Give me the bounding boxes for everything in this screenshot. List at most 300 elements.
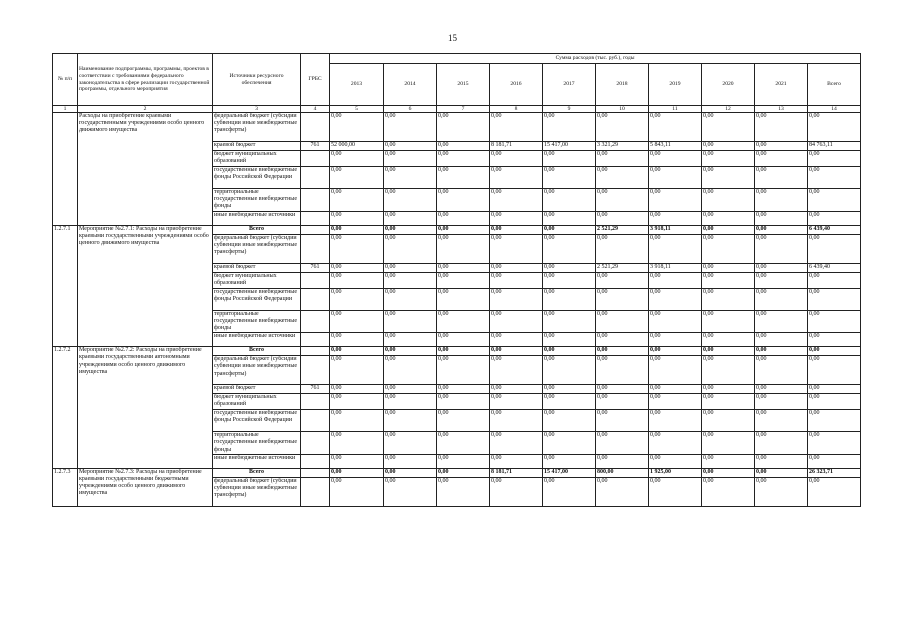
funding-source: федеральный бюджет (субсидии субвенции иные межбюджетные трансферты): [213, 356, 301, 385]
year-value: 0,00: [702, 333, 755, 347]
column-number: 5: [330, 106, 384, 113]
year-value: 0,00: [384, 288, 437, 310]
year-value: 0,00: [755, 167, 808, 189]
table-row: [53, 113, 861, 142]
row-number: 1.2.7.1: [53, 225, 78, 347]
year-value: 0,00: [437, 468, 490, 477]
year-value: 0,00: [437, 477, 490, 506]
year-value: 0,00: [384, 234, 437, 263]
year-value: 0,00: [702, 263, 755, 272]
year-value: 15 417,00: [543, 142, 596, 151]
funding-source: территориальные государственные внебюджетные фонды: [213, 432, 301, 455]
header-year: 2013: [330, 64, 384, 106]
total-value: 0,00: [808, 113, 861, 142]
year-value: 0,00: [330, 234, 384, 263]
year-value: 0,00: [702, 234, 755, 263]
year-value: 0,00: [543, 167, 596, 189]
year-value: 0,00: [702, 167, 755, 189]
year-value: 0,00: [702, 211, 755, 225]
year-value: 0,00: [437, 347, 490, 356]
year-value: 0,00: [384, 477, 437, 506]
total-value: 0,00: [808, 272, 861, 288]
total-value: 0,00: [808, 333, 861, 347]
year-value: 0,00: [649, 288, 702, 310]
year-value: 0,00: [649, 410, 702, 432]
table-row-total: [53, 468, 861, 477]
funding-source: иные внебюджетные источники: [213, 333, 301, 347]
year-value: 0,00: [649, 356, 702, 385]
year-value: 0,00: [384, 454, 437, 468]
year-value: 0,00: [649, 211, 702, 225]
year-value: 0,00: [330, 454, 384, 468]
grbs-code: [301, 151, 330, 167]
grbs-code: [301, 167, 330, 189]
year-value: 0,00: [755, 310, 808, 333]
year-value: 0,00: [755, 385, 808, 394]
row-number: [53, 113, 78, 226]
year-value: 0,00: [437, 333, 490, 347]
year-value: 0,00: [755, 410, 808, 432]
row-number: 1.2.7.3: [53, 468, 78, 506]
year-value: 0,00: [384, 167, 437, 189]
year-value: 0,00: [490, 225, 543, 234]
grbs-code: [301, 189, 330, 212]
year-value: 0,00: [330, 477, 384, 506]
header-year: 2019: [649, 64, 702, 106]
year-value: 52 000,00: [330, 142, 384, 151]
year-value: 0,00: [490, 356, 543, 385]
year-value: 0,00: [330, 310, 384, 333]
year-value: 0,00: [543, 333, 596, 347]
year-value: 0,00: [755, 225, 808, 234]
year-value: 0,00: [596, 394, 649, 410]
year-value: 0,00: [330, 167, 384, 189]
year-value: 0,00: [649, 167, 702, 189]
total-value: 0,00: [808, 356, 861, 385]
year-value: 0,00: [490, 385, 543, 394]
total-value: 0,00: [808, 288, 861, 310]
year-value: 0,00: [596, 477, 649, 506]
total-value: 0,00: [808, 167, 861, 189]
year-value: 0,00: [384, 225, 437, 234]
year-value: 0,00: [437, 356, 490, 385]
grbs-code: 761: [301, 263, 330, 272]
year-value: 0,00: [384, 356, 437, 385]
funding-source: территориальные государственные внебюджетные фонды: [213, 189, 301, 212]
grbs-code: [301, 211, 330, 225]
total-value: 6 439,40: [808, 225, 861, 234]
column-number: 2: [78, 106, 213, 113]
year-value: 0,00: [755, 333, 808, 347]
column-number: 10: [596, 106, 649, 113]
year-value: 0,00: [649, 310, 702, 333]
source-total-label: Всего: [213, 225, 301, 234]
year-value: 0,00: [543, 432, 596, 455]
total-value: 0,00: [808, 477, 861, 506]
year-value: 0,00: [543, 310, 596, 333]
funding-source: краевой бюджет: [213, 263, 301, 272]
grbs-code: [301, 410, 330, 432]
year-value: 0,00: [596, 347, 649, 356]
year-value: 0,00: [437, 151, 490, 167]
grbs-code: [301, 432, 330, 455]
year-value: 0,00: [543, 385, 596, 394]
column-number: 9: [543, 106, 596, 113]
grbs-code: 761: [301, 142, 330, 151]
year-value: 0,00: [384, 151, 437, 167]
grbs-code: 761: [301, 385, 330, 394]
year-value: 0,00: [702, 477, 755, 506]
year-value: 0,00: [437, 234, 490, 263]
year-value: 0,00: [702, 288, 755, 310]
year-value: 0,00: [543, 477, 596, 506]
year-value: 0,00: [437, 310, 490, 333]
year-value: 0,00: [437, 272, 490, 288]
year-value: 0,00: [543, 454, 596, 468]
year-value: 0,00: [384, 272, 437, 288]
year-value: 0,00: [702, 410, 755, 432]
year-value: 0,00: [490, 410, 543, 432]
year-value: 0,00: [543, 347, 596, 356]
grbs-code: [301, 454, 330, 468]
column-number: 12: [702, 106, 755, 113]
year-value: 0,00: [384, 347, 437, 356]
year-value: 0,00: [330, 113, 384, 142]
year-value: 0,00: [702, 385, 755, 394]
year-value: 0,00: [755, 189, 808, 212]
year-value: 0,00: [755, 263, 808, 272]
year-value: 0,00: [490, 310, 543, 333]
grbs-code: [301, 468, 330, 477]
column-number: 14: [808, 106, 861, 113]
year-value: 0,00: [702, 142, 755, 151]
year-value: 0,00: [330, 151, 384, 167]
year-value: 3 918,11: [649, 263, 702, 272]
year-value: 0,00: [702, 454, 755, 468]
total-value: 0,00: [808, 189, 861, 212]
header-grbs: ГРБС: [301, 54, 330, 106]
year-value: 0,00: [330, 394, 384, 410]
year-value: 0,00: [384, 310, 437, 333]
year-value: 0,00: [384, 333, 437, 347]
year-value: 0,00: [596, 272, 649, 288]
year-value: 0,00: [702, 347, 755, 356]
year-value: 0,00: [755, 356, 808, 385]
year-value: 0,00: [437, 432, 490, 455]
year-value: 0,00: [702, 113, 755, 142]
year-value: 0,00: [543, 211, 596, 225]
grbs-code: [301, 394, 330, 410]
column-numbers-row: [53, 106, 861, 113]
year-value: 0,00: [543, 394, 596, 410]
funding-source: бюджет муниципальных образований: [213, 151, 301, 167]
year-value: 0,00: [330, 211, 384, 225]
year-value: 2 521,29: [596, 263, 649, 272]
grbs-code: [301, 225, 330, 234]
year-value: 3 918,11: [649, 225, 702, 234]
year-value: 0,00: [596, 189, 649, 212]
table-body: [53, 113, 861, 507]
year-value: 0,00: [702, 394, 755, 410]
header-year: 2021: [755, 64, 808, 106]
year-value: 0,00: [437, 142, 490, 151]
year-value: 0,00: [384, 263, 437, 272]
header-year: 2018: [596, 64, 649, 106]
year-value: 0,00: [330, 333, 384, 347]
total-value: 0,00: [808, 410, 861, 432]
grbs-code: [301, 333, 330, 347]
year-value: 0,00: [649, 394, 702, 410]
funding-source: федеральный бюджет (субсидии субвенции иные межбюджетные трансферты): [213, 234, 301, 263]
year-value: 0,00: [596, 113, 649, 142]
total-value: 0,00: [808, 151, 861, 167]
year-value: 0,00: [755, 234, 808, 263]
year-value: 0,00: [755, 113, 808, 142]
year-value: 0,00: [649, 333, 702, 347]
table-row-total: [53, 225, 861, 234]
year-value: 0,00: [330, 356, 384, 385]
funding-source: краевой бюджет: [213, 385, 301, 394]
header-sum: Сумма расходов (тыс. руб.), годы: [330, 54, 861, 64]
year-value: 0,00: [755, 288, 808, 310]
funding-source: иные внебюджетные источники: [213, 211, 301, 225]
source-total-label: Всего: [213, 347, 301, 356]
year-value: 1 925,00: [649, 468, 702, 477]
year-value: 0,00: [490, 167, 543, 189]
year-value: 0,00: [384, 189, 437, 212]
year-value: 0,00: [702, 225, 755, 234]
year-value: 5 843,11: [649, 142, 702, 151]
funding-source: бюджет муниципальных образований: [213, 272, 301, 288]
year-value: 0,00: [649, 234, 702, 263]
year-value: 0,00: [649, 272, 702, 288]
year-value: 0,00: [384, 394, 437, 410]
year-value: 0,00: [437, 167, 490, 189]
year-value: 0,00: [596, 356, 649, 385]
grbs-code: [301, 288, 330, 310]
year-value: 0,00: [543, 263, 596, 272]
year-value: 0,00: [330, 225, 384, 234]
total-value: 84 763,11: [808, 142, 861, 151]
source-total-label: Всего: [213, 468, 301, 477]
year-value: 0,00: [330, 288, 384, 310]
year-value: 0,00: [490, 288, 543, 310]
year-value: 0,00: [702, 310, 755, 333]
year-value: 0,00: [755, 432, 808, 455]
year-value: 0,00: [384, 468, 437, 477]
total-value: 0,00: [808, 211, 861, 225]
year-value: 0,00: [330, 410, 384, 432]
year-value: 0,00: [490, 432, 543, 455]
year-value: 0,00: [437, 263, 490, 272]
header-year: 2020: [702, 64, 755, 106]
year-value: 0,00: [649, 151, 702, 167]
total-value: 26 323,71: [808, 468, 861, 477]
year-value: 0,00: [384, 432, 437, 455]
year-value: 0,00: [649, 477, 702, 506]
year-value: 8 181,71: [490, 468, 543, 477]
funding-source: краевой бюджет: [213, 142, 301, 151]
total-value: 0,00: [808, 454, 861, 468]
year-value: 8 181,71: [490, 142, 543, 151]
grbs-code: [301, 272, 330, 288]
total-value: 0,00: [808, 310, 861, 333]
grbs-code: [301, 113, 330, 142]
year-value: 0,00: [596, 234, 649, 263]
funding-source: иные внебюджетные источники: [213, 454, 301, 468]
year-value: 0,00: [437, 211, 490, 225]
year-value: 0,00: [596, 211, 649, 225]
funding-source: бюджет муниципальных образований: [213, 394, 301, 410]
year-value: 0,00: [702, 356, 755, 385]
year-value: 0,00: [543, 410, 596, 432]
funding-source: государственные внебюджетные фонды Российской Федерации: [213, 167, 301, 189]
year-value: 0,00: [384, 113, 437, 142]
year-value: 0,00: [755, 211, 808, 225]
header-source: Источники ресурсного обеспечения: [213, 54, 301, 106]
year-value: 0,00: [596, 288, 649, 310]
year-value: 2 521,29: [596, 225, 649, 234]
year-value: 0,00: [543, 288, 596, 310]
year-value: 0,00: [596, 151, 649, 167]
year-value: 0,00: [543, 356, 596, 385]
header-num: № п/п: [53, 54, 78, 106]
year-value: 0,00: [437, 189, 490, 212]
year-value: 0,00: [543, 189, 596, 212]
grbs-code: [301, 477, 330, 506]
funding-source: государственные внебюджетные фонды Российской Федерации: [213, 288, 301, 310]
year-value: 0,00: [649, 189, 702, 212]
header-total: Всего: [808, 64, 861, 106]
year-value: 0,00: [543, 272, 596, 288]
grbs-code: [301, 234, 330, 263]
year-value: 0,00: [649, 385, 702, 394]
row-number: 1.2.7.2: [53, 347, 78, 469]
year-value: 0,00: [330, 385, 384, 394]
year-value: 0,00: [755, 272, 808, 288]
total-value: 0,00: [808, 234, 861, 263]
year-value: 0,00: [702, 468, 755, 477]
year-value: 0,00: [543, 151, 596, 167]
year-value: 0,00: [596, 385, 649, 394]
column-number: 4: [301, 106, 330, 113]
year-value: 0,00: [596, 310, 649, 333]
column-number: 3: [213, 106, 301, 113]
year-value: 0,00: [755, 151, 808, 167]
year-value: 0,00: [330, 272, 384, 288]
table-row-total: [53, 347, 861, 356]
year-value: 0,00: [490, 263, 543, 272]
year-value: 0,00: [702, 151, 755, 167]
column-number: 6: [384, 106, 437, 113]
grbs-code: [301, 310, 330, 333]
year-value: 800,00: [596, 468, 649, 477]
measure-name: Расходы на приобретение краевыми государственными учреждениями особо ценного движимого имущества: [78, 113, 213, 226]
header-name: Наименование подпрограммы, программы, проектов в соответствии с требованиями федерального законодательства в сфере реализации государственной программы, отдельного мероприятия: [78, 54, 213, 106]
header-year: 2016: [490, 64, 543, 106]
year-value: 0,00: [702, 189, 755, 212]
year-value: 0,00: [490, 454, 543, 468]
total-value: 0,00: [808, 347, 861, 356]
year-value: 0,00: [702, 272, 755, 288]
year-value: 0,00: [437, 113, 490, 142]
measure-name: Мероприятие №2.7.2: Расходы на приобретение краевыми государственными автономными учреждениями особо ценного движимого имущества: [78, 347, 213, 469]
year-value: 0,00: [649, 454, 702, 468]
funding-source: государственные внебюджетные фонды Российской Федерации: [213, 410, 301, 432]
column-number: 8: [490, 106, 543, 113]
year-value: 0,00: [490, 234, 543, 263]
year-value: 0,00: [384, 410, 437, 432]
year-value: 0,00: [437, 454, 490, 468]
year-value: 0,00: [543, 234, 596, 263]
year-value: 0,00: [543, 113, 596, 142]
year-value: 0,00: [437, 225, 490, 234]
year-value: 0,00: [384, 142, 437, 151]
year-value: 0,00: [755, 468, 808, 477]
year-value: 0,00: [437, 410, 490, 432]
year-value: 0,00: [596, 410, 649, 432]
year-value: 0,00: [755, 394, 808, 410]
column-number: 11: [649, 106, 702, 113]
header-year: 2017: [543, 64, 596, 106]
year-value: 0,00: [490, 347, 543, 356]
total-value: 6 439,40: [808, 263, 861, 272]
total-value: 0,00: [808, 394, 861, 410]
year-value: 0,00: [649, 432, 702, 455]
year-value: 15 417,00: [543, 468, 596, 477]
measure-name: Мероприятие №2.7.3: Расходы на приобретение краевыми государственными бюджетными учреждениями особо ценного движимого имущества: [78, 468, 213, 506]
header-year: 2015: [437, 64, 490, 106]
funding-source: территориальные государственные внебюджетные фонды: [213, 310, 301, 333]
funding-source: федеральный бюджет (субсидии субвенции иные межбюджетные трансферты): [213, 113, 301, 142]
grbs-code: [301, 356, 330, 385]
year-value: 0,00: [437, 288, 490, 310]
year-value: 0,00: [702, 432, 755, 455]
measure-name: Мероприятие №2.7.1: Расходы на приобретение краевыми государственными учреждениями особо ценного движимого имущества: [78, 225, 213, 347]
year-value: 0,00: [490, 151, 543, 167]
header-year: 2014: [384, 64, 437, 106]
year-value: 0,00: [490, 477, 543, 506]
year-value: 3 321,29: [596, 142, 649, 151]
year-value: 0,00: [755, 347, 808, 356]
year-value: 0,00: [437, 394, 490, 410]
year-value: 0,00: [330, 432, 384, 455]
year-value: 0,00: [384, 211, 437, 225]
year-value: 0,00: [755, 142, 808, 151]
year-value: 0,00: [755, 477, 808, 506]
year-value: 0,00: [596, 432, 649, 455]
year-value: 0,00: [330, 347, 384, 356]
year-value: 0,00: [490, 272, 543, 288]
year-value: 0,00: [437, 385, 490, 394]
year-value: 0,00: [330, 189, 384, 212]
year-value: 0,00: [330, 263, 384, 272]
column-number: 1: [53, 106, 78, 113]
budget-table: [52, 53, 861, 507]
year-value: 0,00: [330, 468, 384, 477]
total-value: 0,00: [808, 432, 861, 455]
year-value: 0,00: [490, 113, 543, 142]
page-number: 15: [448, 33, 457, 43]
year-value: 0,00: [490, 211, 543, 225]
column-number: 7: [437, 106, 490, 113]
year-value: 0,00: [490, 333, 543, 347]
year-value: 0,00: [384, 385, 437, 394]
year-value: 0,00: [596, 454, 649, 468]
column-number: 13: [755, 106, 808, 113]
year-value: 0,00: [490, 189, 543, 212]
grbs-code: [301, 347, 330, 356]
